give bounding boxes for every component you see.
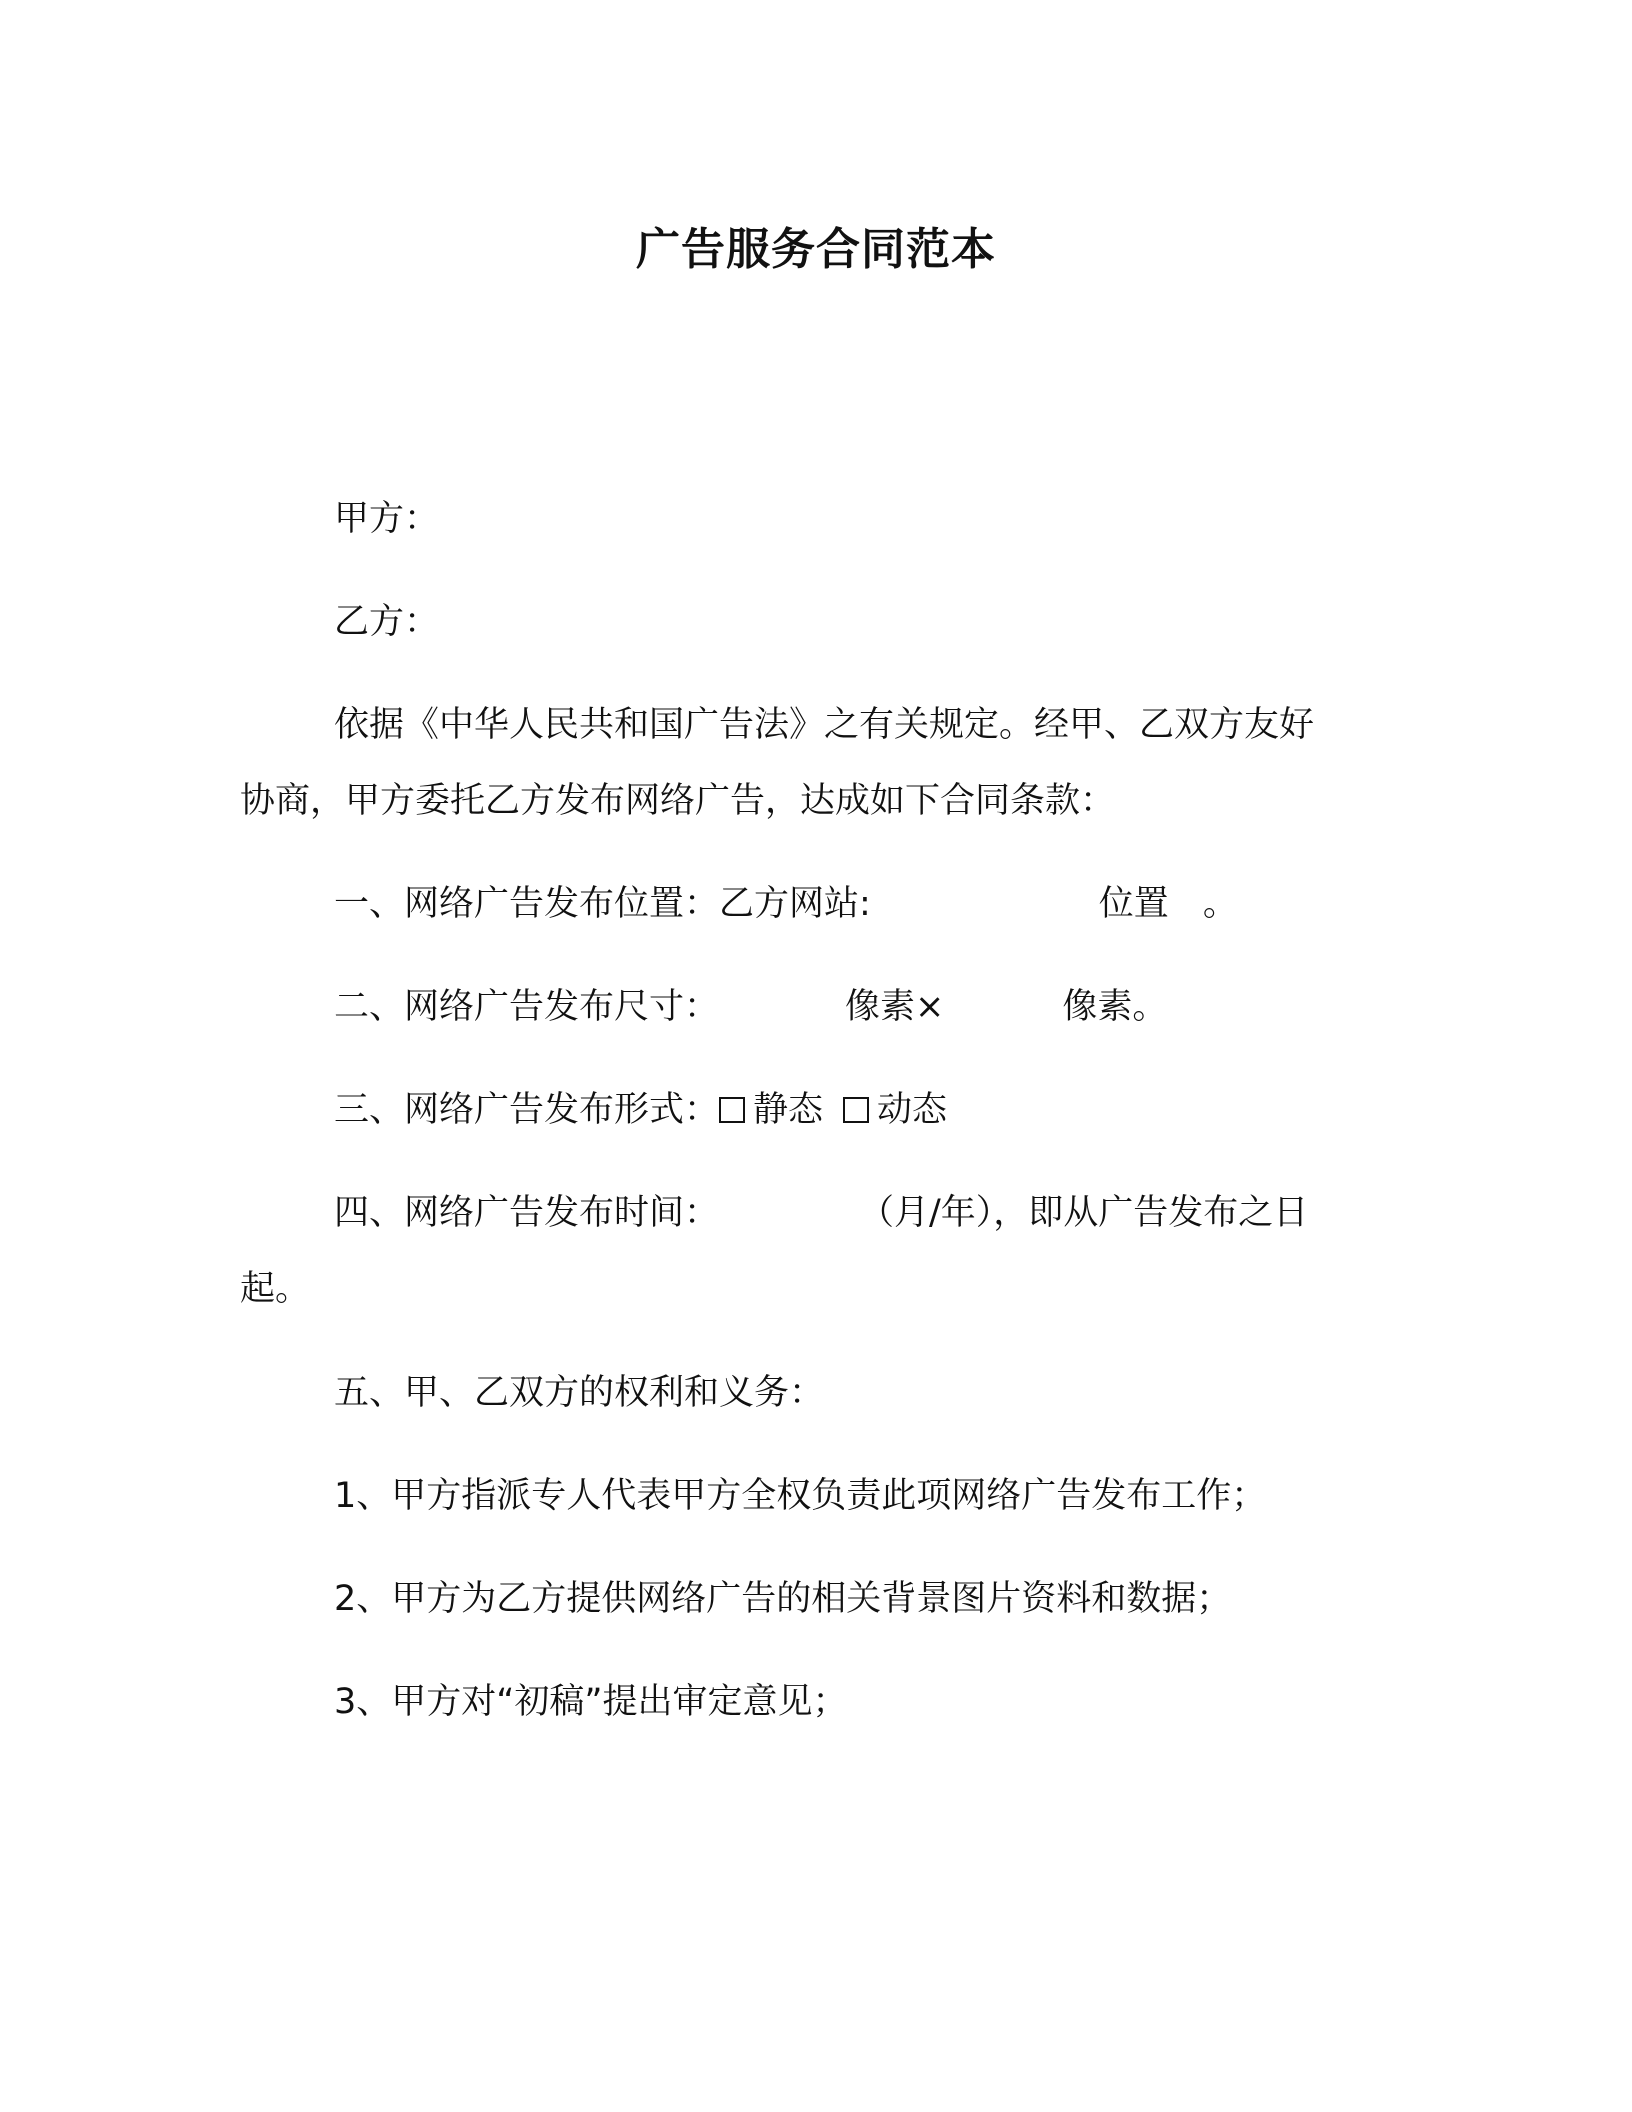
clause-2-ad-size (334, 984, 1167, 1030)
static-option-label: 静态 (753, 1090, 824, 1130)
clause-2-px-times: 像素× (845, 987, 945, 1027)
clause-4-label: 四、网络广告发布时间： (334, 1193, 720, 1233)
clause-4-ad-duration (334, 1190, 1308, 1236)
clause-1-position: 位置 (1098, 884, 1169, 924)
party-b-label: 乙方： (334, 602, 440, 642)
clause-3-ad-format (334, 1087, 947, 1133)
party-a-label: 甲方： (334, 499, 440, 539)
obligation-item-3: 3、甲方对“初稿”提出审定意见； (334, 1682, 848, 1722)
clause-1-label: 一、网络广告发布位置：乙方网站: (334, 884, 871, 924)
obligation-item-1: 1、甲方指派专人代表甲方全权负责此项网络广告发布工作； (334, 1476, 1267, 1516)
clause-4-unit: （月/年），即从广告发布之日 (859, 1193, 1309, 1233)
obligation-item-2: 2、甲方为乙方提供网络广告的相关背景图片资料和数据； (334, 1579, 1232, 1619)
clause-1-end: 。 (1202, 884, 1238, 924)
static-checkbox[interactable] (719, 1097, 745, 1123)
clause-2-px-end: 像素。 (1062, 987, 1168, 1027)
dynamic-option-label: 动态 (877, 1090, 948, 1130)
dynamic-checkbox[interactable] (843, 1097, 869, 1123)
clause-4-line-2: 起。 (240, 1269, 311, 1309)
intro-paragraph-line-2: 协商，甲方委托乙方发布网络广告，达成如下合同条款： (240, 781, 1116, 821)
clause-3-label: 三、网络广告发布形式： (334, 1090, 720, 1130)
clause-2-label: 二、网络广告发布尺寸： (334, 987, 720, 1027)
intro-paragraph-line-1: 依据《中华人民共和国广告法》之有关规定。经甲、乙双方友好 (334, 705, 1315, 745)
clause-1-ad-position (334, 881, 1238, 927)
clause-5-rights-obligations: 五、甲、乙双方的权利和义务： (334, 1373, 825, 1413)
document-title: 广告服务合同范本 (636, 224, 996, 275)
